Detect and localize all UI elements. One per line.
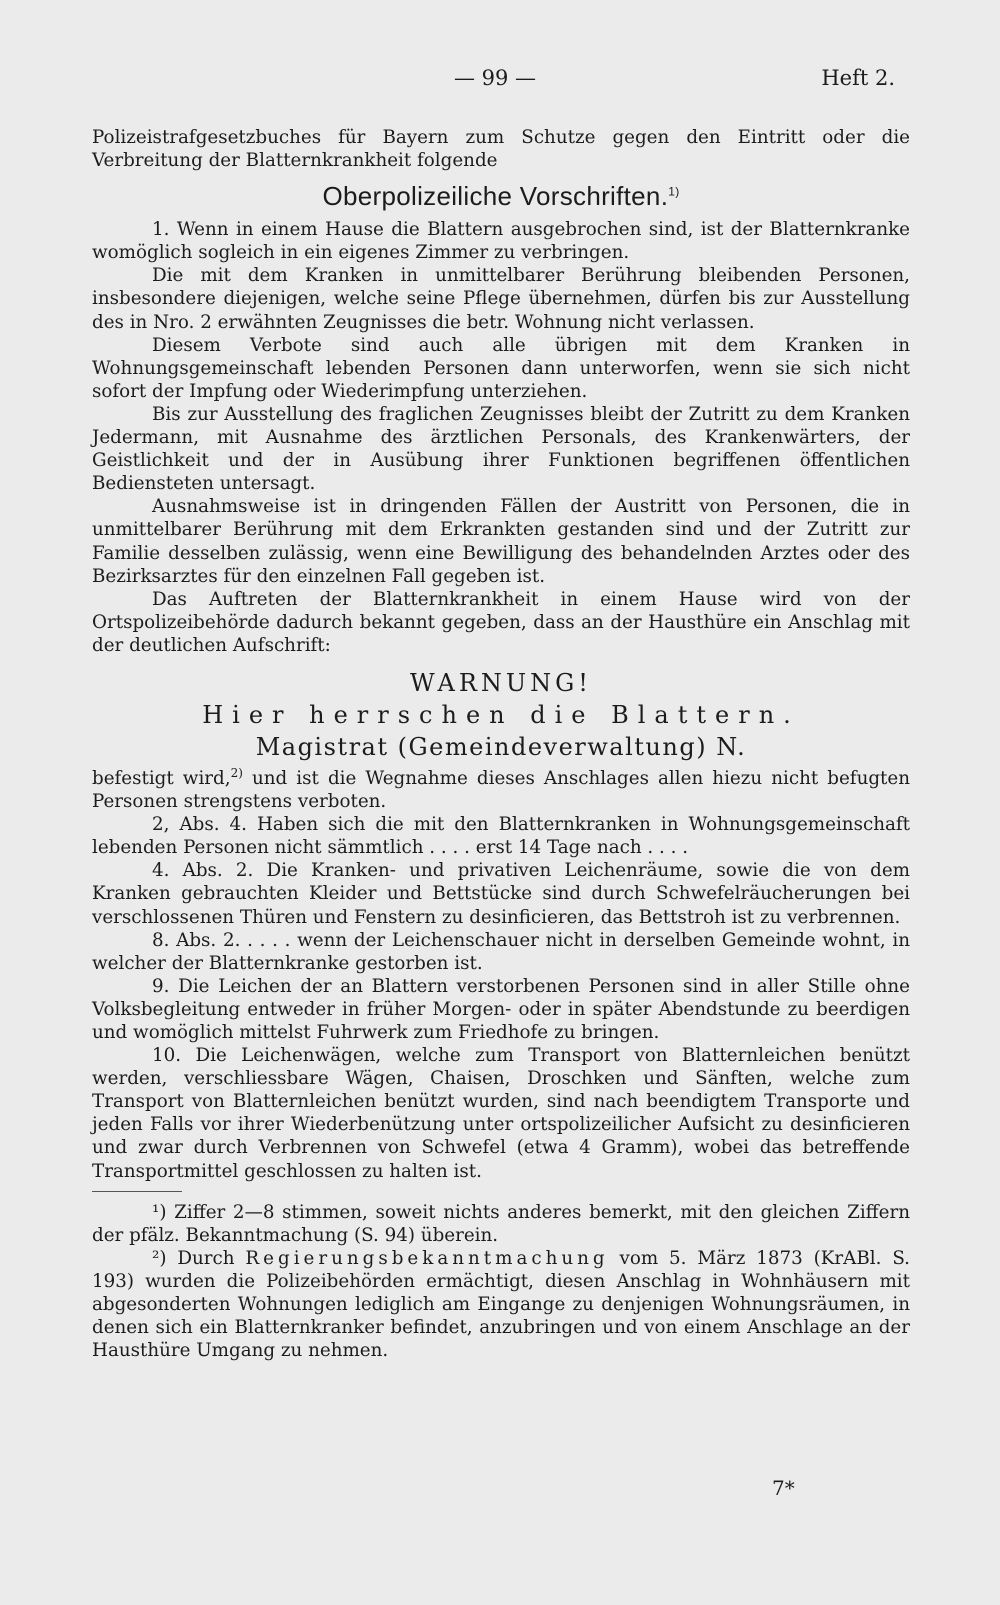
paragraph-9: 4. Abs. 2. Die Kranken- und privativen Leichenräume, sowie die von dem Kranken gebrauchten Kleider und Bettstücke sind durch Schwefelräucherungen bei verschlossenen Thüren und Fenstern zu desinficieren, das Bettstroh ist zu verbrennen. <box>92 860 910 928</box>
footnote-ref-2: 2) <box>230 765 243 780</box>
footnote-2-emphasis: Regierungsbekanntmachung <box>245 1247 609 1269</box>
warning-heading: WARNUNG! <box>410 668 592 697</box>
section-title-text: Oberpolizeiliche Vorschriften. <box>322 181 669 212</box>
intro-paragraph: Polizeistrafgesetzbuches für Bayern zum Schutze gegen den Eintritt oder die Verbreitung der Blatternkrankheit folgende <box>92 127 910 172</box>
issue-label: Heft 2. <box>821 66 895 90</box>
paragraph-12: 10. Die Leichenwägen, welche zum Transport von Blatternleichen benützt werden, verschliessbare Wägen, Chaisen, Droschken und Sänften, welche zum Transport von Blatternleichen benützt wurden, sind nach beendigtem Transporte und jeden Falls vor ihrer Wiederbenützung unter ortspolizeilicher Aufsicht zu desinficieren und zwar durch Verbrennen von Schwefel (etwa 4 Gramm), wobei das betreffende Transportmittel geschlossen zu halten ist. <box>92 1045 910 1182</box>
footnote-1-mark: ¹) <box>152 1201 167 1223</box>
paragraph-6: Das Auftreten der Blatternkrankheit in einem Hause wird von der Ortspolizeibehörde dadurch bekannt gegeben, dass an der Hausthüre ein Anschlag mit der deutlichen Aufschrift: <box>92 588 910 656</box>
footnote-2-text: vom 5. März 1873 (KrABl. S. 193) wurden die Polizeibehörden ermächtigt, diesen Anschlag in Wohnhäusern mit abgesonderten Wohnungen lediglich am Eingange zu denjenigen Wohnungsräumen, in denen sich ein Blatternkranker befindet, anzubringen und von einem Anschlage an der Hausthüre Umgang zu nehmen. <box>92 1247 910 1362</box>
footnotes <box>92 1201 910 1363</box>
paragraph-10: 8. Abs. 2. . . . . wenn der Leichenschauer nicht in derselben Gemeinde wohnt, in welcher der Blatternkranke gestorben ist. <box>92 929 910 974</box>
paragraph-7 <box>92 767 910 813</box>
sheet-signature: 7* <box>772 1476 795 1500</box>
body-text <box>92 126 910 1362</box>
footnote-2-intro: Durch <box>166 1247 246 1269</box>
paragraph-5: Ausnahmsweise ist in dringenden Fällen der Austritt von Personen, die in unmittelbarer Berührung mit dem Erkrankten gestanden sind und der Zutritt zur Familie desselben zulässig, wenn eine Bewilligung des behandelnden Arztes oder des Bezirksarztes für den einzelnen Fall gegeben ist. <box>92 496 910 587</box>
footnote-1-text: Ziffer 2—8 stimmen, soweit nichts anderes bemerkt, mit den gleichen Ziffern der pfälz. Bekanntmachung (S. 94) überein. <box>92 1201 910 1246</box>
paragraph-2: Die mit dem Kranken in unmittelbarer Berührung bleibenden Personen, insbesondere diejenigen, welche seine Pflege übernehmen, dürfen bis zur Ausstellung des in Nro. 2 erwähnten Zeugnisses die betr. Wohnung nicht verlassen. <box>92 265 910 333</box>
paragraph-7-start: befestigt wird, <box>92 767 231 789</box>
paragraph-11: 9. Die Leichen der an Blattern verstorbenen Personen sind in aller Stille ohne Volksbegleitung entweder in früher Morgen- oder in später Abendstunde zu beerdigen und womöglich mittelst Fuhrwerk zum Friedhofe zu bringen. <box>92 975 910 1043</box>
warning-authority: Magistrat (Gemeindeverwaltung) N. <box>255 732 747 761</box>
paragraph-8: 2, Abs. 4. Haben sich die mit den Blatternkranken in Wohnungsgemeinschaft lebenden Personen nicht sämmtlich . . . . erst 14 Tage nach . . . . <box>92 814 910 859</box>
section-title <box>92 181 910 212</box>
footnote-ref: 1) <box>668 184 680 199</box>
paragraph-4: Bis zur Ausstellung des fraglichen Zeugnisses bleibt der Zutritt zu dem Kranken Jedermann, mit Ausnahme des ärztlichen Personals, des Krankenwärters, der Geistlichkeit und der in Ausübung ihrer Funktionen begriffenen öffentlichen Bediensteten untersagt. <box>92 403 910 495</box>
paragraph-3: Diesem Verbote sind auch alle übrigen mit dem Kranken in Wohnungsgemeinschaft lebenden Personen dann unterworfen, wenn sie sich nicht sofort der Impfung oder Wiederimpfung unterziehen. <box>92 334 910 402</box>
warning-notice <box>92 667 910 763</box>
page-number: — 99 — <box>453 66 537 90</box>
page-header <box>0 66 1000 96</box>
footnote-2-mark: ²) <box>152 1247 167 1269</box>
footnote-divider <box>92 1191 182 1192</box>
footnote-2 <box>92 1247 910 1362</box>
paragraph-7-end: und ist die Wegnahme dieses Anschlages allen hiezu nicht befugten Personen strengstens verboten. <box>92 767 910 813</box>
warning-line: Hier herrschen die Blattern. <box>202 700 800 729</box>
paragraph-1: 1. Wenn in einem Hause die Blattern ausgebrochen sind, ist der Blatternkranke womöglich sogleich in ein eigenes Zimmer zu verbringen. <box>92 219 910 264</box>
footnote-1 <box>92 1201 910 1247</box>
